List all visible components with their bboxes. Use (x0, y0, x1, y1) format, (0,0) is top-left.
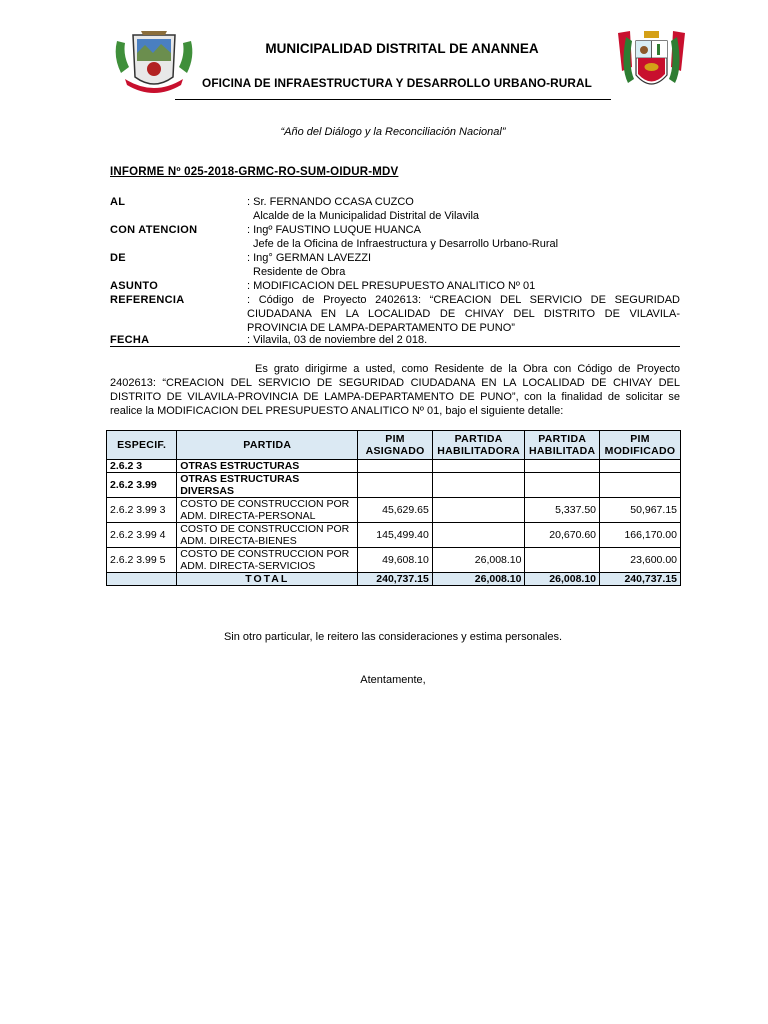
cell-pim-asignado (358, 473, 433, 498)
cell-empty (107, 573, 177, 586)
header-subtitle: OFICINA DE INFRAESTRUCTURA Y DESARROLLO URBANO-RURAL (202, 76, 592, 90)
table-row (107, 498, 681, 523)
body-text: Es grato dirigirme a usted, como Residente de la Obra con Código de Proyecto 2402613: “CREACION DEL SERVICIO DE SEGURIDAD CIUDADANA EN LA LOCALIDAD DE CHIVAY DEL DISTRITO DE VILAVILA-PROVINCIA DE LAMPA-DEPARTAMENTO DE PUNO”, con la finalidad de solicitar se realice la MODIFICACION DEL PRESUPUESTO ANALITICO Nº 01, bajo el siguiente detalle: (110, 363, 680, 417)
meta-value: : Vilavila, 03 de noviembre del 2 018. (247, 334, 428, 346)
cell-habilitada (525, 548, 600, 573)
column-header: PARTIDA HABILITADORA (432, 431, 525, 460)
cell-pim-asignado: 45,629.65 (358, 498, 433, 523)
cell-pim-modificado (600, 473, 681, 498)
cell-total-label: TOTAL (177, 573, 358, 586)
cell-habilitadora: 26,008.10 (432, 548, 525, 573)
cell-pim-modificado: 166,170.00 (600, 523, 681, 548)
column-header: PIM ASIGNADO (358, 431, 433, 460)
table-header-row (107, 431, 681, 460)
meta-label: ASUNTO (110, 280, 159, 292)
cell-partida: OTRAS ESTRUCTURAS DIVERSAS (177, 473, 358, 498)
cell-partida: COSTO DE CONSTRUCCION POR ADM. DIRECTA-BIENES (177, 523, 358, 548)
cell-especif: 2.6.2 3.99 3 (107, 498, 177, 523)
meta-value: : Sr. FERNANDO CCASA CUZCO (247, 196, 414, 208)
table-row (107, 460, 681, 473)
cell-especif: 2.6.2 3 (107, 460, 177, 473)
cell-habilitada: 20,670.60 (525, 523, 600, 548)
meta-divider (110, 346, 680, 347)
cell-habilitadora (432, 473, 525, 498)
cell-pim-asignado: 145,499.40 (358, 523, 433, 548)
meta-label: DE (110, 252, 126, 264)
cell-habilitadora (432, 460, 525, 473)
meta-label: REFERENCIA (110, 294, 185, 306)
meta-value: : Código de Proyecto 2402613: “CREACION DEL SERVICIO DE SEGURIDAD CIUDADANA EN LA LOCALIDAD DE CHIVAY DEL DISTRITO DE VILAVILA-PROVINCIA DE LAMPA-DEPARTAMENTO DE PUNO” (247, 294, 680, 334)
cell-habilitadora (432, 523, 525, 548)
cell-habilitada: 5,337.50 (525, 498, 600, 523)
header-divider (175, 99, 611, 100)
table-row (107, 548, 681, 573)
cell-total-pim-asignado: 240,737.15 (358, 573, 433, 586)
cell-pim-asignado: 49,608.10 (358, 548, 433, 573)
cell-habilitada (525, 460, 600, 473)
cell-partida: OTRAS ESTRUCTURAS (177, 460, 358, 473)
header-title: MUNICIPALIDAD DISTRITAL DE ANANNEA (265, 41, 539, 56)
meta-label: FECHA (110, 334, 150, 346)
meta-value: : Ing° GERMAN LAVEZZI (247, 252, 372, 264)
table-total-row (107, 573, 681, 586)
cell-pim-modificado: 23,600.00 (600, 548, 681, 573)
report-number: INFORME Nº 025-2018-GRMC-RO-SUM-OIDUR-MDV (110, 166, 399, 178)
meta-value: : MODIFICACION DEL PRESUPUESTO ANALITICO Nº 01 (247, 280, 536, 292)
cell-pim-modificado (600, 460, 681, 473)
cell-total-pim-modificado: 240,737.15 (600, 573, 681, 586)
cell-partida: COSTO DE CONSTRUCCION POR ADM. DIRECTA-PERSONAL (177, 498, 358, 523)
meta-label: AL (110, 196, 126, 208)
cell-especif: 2.6.2 3.99 (107, 473, 177, 498)
cell-habilitada (525, 473, 600, 498)
coat-of-arms-icon (614, 27, 689, 101)
cell-especif: 2.6.2 3.99 4 (107, 523, 177, 548)
cell-especif: 2.6.2 3.99 5 (107, 548, 177, 573)
meta-value: : Ingº FAUSTINO LUQUE HUANCA (247, 224, 421, 236)
meta-value: Residente de Obra (253, 266, 346, 278)
closing-text: Sin otro particular, le reitero las consideraciones y estima personales. (223, 631, 563, 643)
meta-value: Alcalde de la Municipalidad Distrital de Vilavila (253, 210, 480, 222)
cell-total-habilitadora: 26,008.10 (432, 573, 525, 586)
meta-value: Jefe de la Oficina de Infraestructura y Desarrollo Urbano-Rural (253, 238, 559, 250)
column-header: PARTIDA HABILITADA (525, 431, 600, 460)
column-header: PIM MODIFICADO (600, 431, 681, 460)
meta-label: CON ATENCION (110, 224, 198, 236)
cell-pim-asignado (358, 460, 433, 473)
farewell-text: Atentamente, (360, 674, 426, 686)
cell-habilitadora (432, 498, 525, 523)
year-motto: “Año del Diálogo y la Reconciliación Nacional” (280, 126, 506, 138)
table-row (107, 523, 681, 548)
budget-table (106, 430, 681, 586)
body-paragraph (110, 362, 680, 418)
column-header: PARTIDA (177, 431, 358, 460)
cell-total-habilitada: 26,008.10 (525, 573, 600, 586)
cell-partida: COSTO DE CONSTRUCCION POR ADM. DIRECTA-SERVICIOS (177, 548, 358, 573)
table-row (107, 473, 681, 498)
cell-pim-modificado: 50,967.15 (600, 498, 681, 523)
column-header: ESPECIF. (107, 431, 177, 460)
